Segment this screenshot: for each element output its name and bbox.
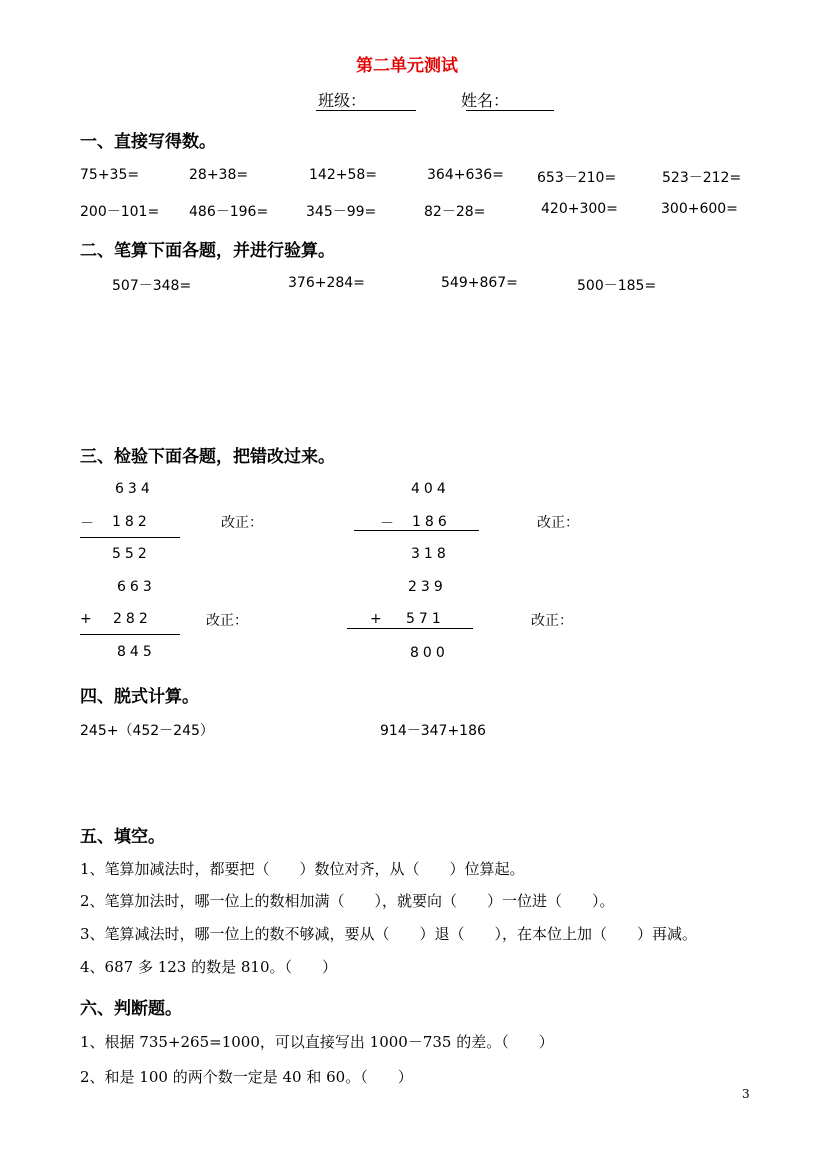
calculation-line xyxy=(347,628,473,629)
calculation-line xyxy=(80,634,180,635)
name-label: 姓名： xyxy=(461,91,510,110)
fill-question: 1、笔算加减法时，都要把（ ）数位对齐，从（ ）位算起。 xyxy=(80,860,525,878)
calculation-line xyxy=(354,530,479,531)
calc-item: 914－347+186 xyxy=(380,723,486,739)
calc-item: 75+35= xyxy=(80,167,140,183)
section3-heading: 三、检验下面各题，把错改过来。 xyxy=(80,447,335,467)
section4-heading: 四、脱式计算。 xyxy=(80,687,199,707)
calc-item: 486－196= xyxy=(189,204,269,220)
calc-item: 523－212= xyxy=(662,170,742,186)
fill-question: 4、687 多 123 的数是 810。（ ） xyxy=(80,958,338,976)
vertical-top-number: 663 xyxy=(117,579,156,595)
correction-label: 改正： xyxy=(537,515,579,531)
minus-sign: － xyxy=(380,516,394,532)
correction-label: 改正： xyxy=(206,613,248,629)
calc-item: 500－185= xyxy=(577,278,657,294)
vertical-result: 800 xyxy=(410,645,449,661)
vertical-result: 318 xyxy=(411,546,450,562)
section6-heading: 六、判断题。 xyxy=(80,999,182,1019)
section1-heading: 一、直接写得数。 xyxy=(80,132,216,152)
calc-item: 653－210= xyxy=(537,170,617,186)
vertical-result: 552 xyxy=(112,546,151,562)
section2-heading: 二、笔算下面各题，并进行验算。 xyxy=(80,241,335,261)
plus-sign: + xyxy=(370,611,382,627)
vertical-result: 845 xyxy=(117,644,156,660)
calc-item: 364+636= xyxy=(427,167,504,183)
name-field[interactable] xyxy=(466,110,554,111)
calc-item: 28+38= xyxy=(189,167,249,183)
section5-heading: 五、填空。 xyxy=(80,827,165,847)
page-number: 3 xyxy=(742,1087,750,1101)
vertical-top-number: 634 xyxy=(115,481,154,497)
calc-item: 200－101= xyxy=(80,204,160,220)
vertical-top-number: 239 xyxy=(408,579,447,595)
vertical-bottom-number: 571 xyxy=(406,611,445,627)
calc-item: 507－348= xyxy=(112,278,192,294)
correction-label: 改正： xyxy=(221,515,263,531)
correction-label: 改正： xyxy=(531,613,573,629)
calc-item: 82－28= xyxy=(424,204,486,220)
calc-item: 345－99= xyxy=(306,204,377,220)
calc-item: 300+600= xyxy=(661,201,738,217)
calc-item: 420+300= xyxy=(541,201,618,217)
fill-question: 2、笔算加法时，哪一位上的数相加满（ ），就要向（ ）一位进（ ）。 xyxy=(80,892,615,910)
page-title: 第二单元测试 xyxy=(356,56,458,76)
vertical-top-number: 404 xyxy=(411,481,450,497)
minus-sign: － xyxy=(80,516,94,532)
calc-item: 376+284= xyxy=(288,275,365,291)
judge-question: 1、根据 735+265=1000，可以直接写出 1000－735 的差。（ ） xyxy=(80,1033,554,1051)
calculation-line xyxy=(80,537,180,538)
class-label: 班级： xyxy=(318,91,367,110)
vertical-bottom-number: 282 xyxy=(113,611,152,627)
calc-item: 245+（452－245） xyxy=(80,723,214,739)
vertical-bottom-number: 182 xyxy=(112,514,151,530)
class-field[interactable] xyxy=(316,110,416,111)
plus-sign: + xyxy=(80,611,92,627)
fill-question: 3、笔算减法时，哪一位上的数不够减，要从（ ）退（ ），在本位上加（ ）再减。 xyxy=(80,925,698,943)
judge-question: 2、和是 100 的两个数一定是 40 和 60。（ ） xyxy=(80,1068,413,1086)
calc-item: 142+58= xyxy=(309,167,377,183)
vertical-bottom-number: 186 xyxy=(412,514,451,530)
calc-item: 549+867= xyxy=(441,275,518,291)
